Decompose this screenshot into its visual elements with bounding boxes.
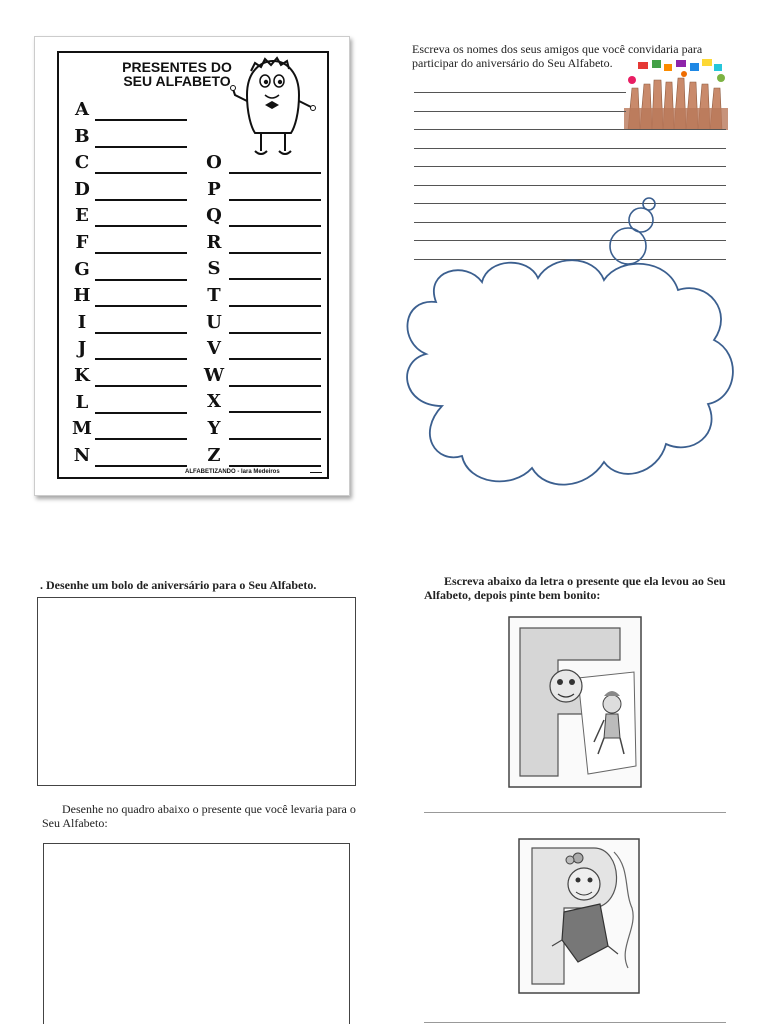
letter-gift-task-text: Escreva abaixo da letra o presente que ela levou ao Seu Alfabeto, depois pinte bem bonito:	[424, 574, 726, 602]
letter-left: C	[74, 152, 90, 174]
answer-line[interactable]	[229, 465, 321, 467]
answer-line[interactable]	[229, 438, 321, 440]
answer-line[interactable]	[95, 252, 187, 254]
letter-right: R	[206, 231, 222, 253]
letter-right: U	[206, 311, 222, 333]
worksheet-title-line2: SEU ALFABETO	[123, 73, 231, 89]
letter-left: M	[72, 418, 92, 440]
answer-line[interactable]	[95, 358, 187, 360]
answer-line[interactable]	[95, 146, 187, 148]
letter-right: P	[207, 178, 221, 200]
raised-hands-balloons-icon	[624, 58, 728, 130]
answer-line[interactable]	[229, 305, 321, 307]
friend-name-line[interactable]	[414, 111, 626, 112]
footer-rule	[310, 472, 322, 473]
letter-right: Z	[207, 444, 221, 466]
separator-line	[424, 812, 726, 813]
friend-name-line[interactable]	[414, 92, 626, 93]
answer-line[interactable]	[229, 252, 321, 254]
letter-p-illustration-icon	[518, 838, 640, 994]
letter-right: X	[207, 391, 221, 413]
letter-left: L	[75, 391, 89, 413]
friend-name-line[interactable]	[414, 148, 726, 149]
letter-left: D	[74, 178, 90, 200]
answer-line[interactable]	[95, 199, 187, 201]
letter-right: O	[206, 152, 222, 173]
answer-line[interactable]	[95, 438, 187, 440]
answer-line[interactable]	[95, 225, 187, 227]
letter-left: K	[74, 365, 90, 386]
letter-left: H	[73, 285, 91, 307]
answer-line[interactable]	[229, 278, 321, 280]
cake-task-text: . Desenhe um bolo de aniversário para o Seu Alfabeto.	[40, 578, 317, 592]
answer-line[interactable]	[95, 172, 187, 174]
letter-right: Q	[206, 205, 222, 227]
answer-line[interactable]	[229, 199, 321, 201]
letter-right: Y	[207, 418, 221, 439]
alphabet-worksheet	[34, 36, 350, 496]
worksheet-title-line1: PRESENTES DO	[122, 59, 232, 75]
answer-line[interactable]	[229, 172, 321, 174]
answer-line[interactable]	[95, 412, 187, 414]
friend-name-line[interactable]	[414, 185, 726, 186]
letter-right: T	[207, 285, 221, 306]
friend-name-line[interactable]	[414, 129, 726, 130]
letter-left: N	[73, 444, 91, 466]
letter-right: V	[207, 338, 221, 360]
letter-right: S	[207, 258, 221, 280]
letter-right: W	[203, 364, 225, 386]
letter-left: B	[74, 125, 90, 147]
letter-left: A	[75, 99, 89, 120]
friends-task-text: Escreva os nomes dos seus amigos que você convidaria para participar do aniversário do Seu Alfabeto.	[412, 42, 703, 70]
letter-left: G	[74, 258, 90, 280]
egg-character-icon	[225, 55, 325, 175]
answer-line[interactable]	[95, 465, 187, 467]
answer-line[interactable]	[95, 119, 187, 121]
cake-drawing-box[interactable]	[37, 597, 356, 786]
answer-line[interactable]	[229, 358, 321, 360]
answer-line[interactable]	[229, 411, 321, 413]
letter-left: E	[75, 205, 89, 227]
worksheet-footer: ALFABETIZANDO - Iara Medeiros	[185, 469, 280, 475]
letter-left: I	[77, 311, 87, 333]
gift-drawing-task-text: Desenhe no quadro abaixo o presente que você levaria para o Seu Alfabeto:	[42, 802, 356, 830]
answer-line[interactable]	[229, 385, 321, 387]
friend-name-line[interactable]	[414, 166, 726, 167]
answer-line[interactable]	[95, 279, 187, 281]
answer-line[interactable]	[229, 332, 321, 334]
letter-left: J	[77, 338, 87, 360]
separator-line-bottom	[424, 1022, 726, 1023]
answer-line[interactable]	[95, 385, 187, 387]
thought-cloud-icon	[396, 194, 742, 494]
answer-line[interactable]	[95, 305, 187, 307]
answer-line[interactable]	[229, 225, 321, 227]
letter-left: F	[75, 232, 89, 253]
answer-line[interactable]	[95, 332, 187, 334]
letter-f-illustration-icon	[508, 616, 642, 788]
gift-drawing-box[interactable]	[43, 843, 350, 1024]
